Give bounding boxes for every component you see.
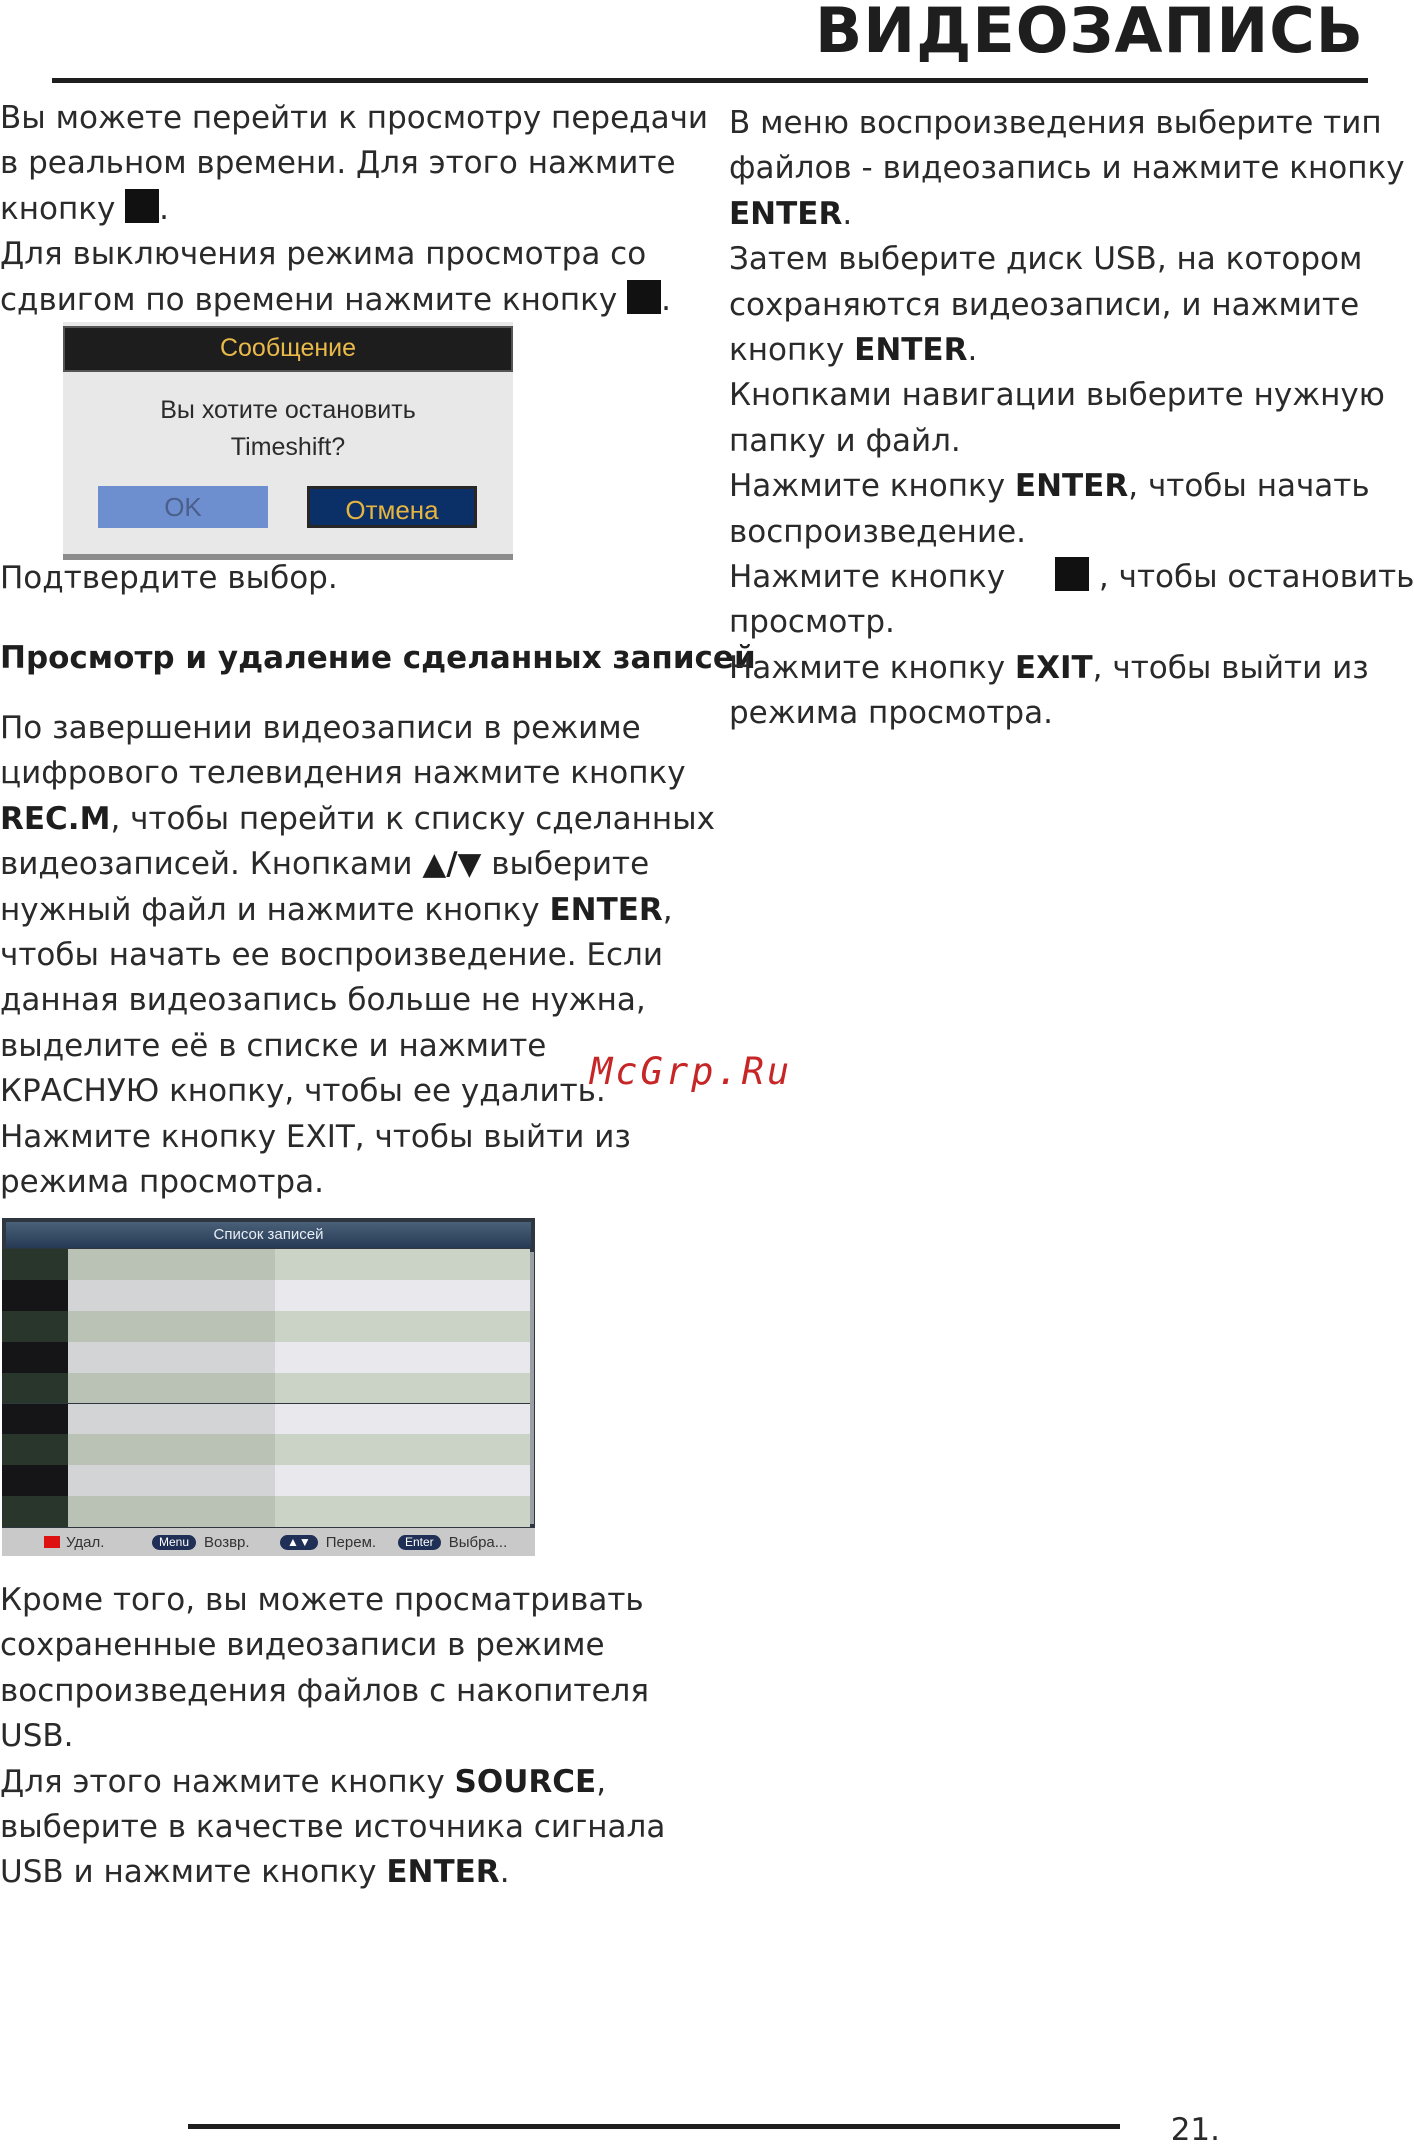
dialog-message-line: Вы хотите остановить — [160, 396, 416, 424]
text-line: выберите в качестве источника сигнала — [0, 1809, 666, 1846]
recordings-scrollbar[interactable] — [530, 1252, 534, 1524]
red-key-icon — [44, 1536, 60, 1548]
text-line: папку и файл. — [729, 422, 961, 459]
stop-button-icon — [1055, 557, 1089, 591]
delete-hint — [44, 1534, 104, 1551]
text-run: Нажмите кнопку — [729, 649, 1015, 686]
text-run: , чтобы остановить — [1089, 559, 1414, 596]
hint-label: Удал. — [66, 1534, 105, 1551]
text-line: режима просмотра. — [0, 1164, 324, 1201]
dialog-title: Сообщение — [63, 326, 513, 372]
page-title: ВИДЕОЗАПИСЬ — [815, 0, 1364, 67]
footer-rule — [188, 2124, 1120, 2129]
text-run: нужный файл и нажмите кнопку — [0, 891, 550, 928]
intro-paragraph — [0, 96, 709, 323]
text-line: чтобы начать ее воспроизведение. Если — [0, 937, 664, 974]
dialog-message — [63, 392, 513, 466]
text-line: в реальном времени. Для этого нажмите — [0, 145, 676, 182]
dialog-ok-button[interactable]: OK — [98, 486, 268, 528]
text-run: , — [596, 1763, 607, 1800]
text-run: видеозаписей. Кнопками — [0, 846, 423, 883]
text-run: USB и нажмите кнопку — [0, 1854, 387, 1891]
key-name: SOURCE — [454, 1763, 597, 1800]
table-row[interactable] — [2, 1496, 530, 1527]
key-name: ENTER — [549, 891, 663, 928]
text-line — [729, 328, 1368, 373]
text-run: . — [967, 332, 978, 369]
timeshift-stop-dialog — [63, 322, 513, 560]
move-hint — [280, 1534, 376, 1551]
text-line: Для выключения режима просмотра со — [0, 236, 647, 273]
key-name: EXIT — [1014, 649, 1093, 686]
confirm-text: Подтвердите выбор. — [0, 560, 338, 596]
recordings-key-hints — [2, 1528, 535, 1556]
text-line — [0, 888, 673, 933]
text-run: , чтобы начать — [1128, 468, 1370, 505]
text-run: . — [842, 195, 853, 232]
key-name: ENTER — [729, 195, 843, 232]
recordings-list-screen — [2, 1218, 535, 1556]
text-line: КРАСНУЮ кнопку, чтобы ее удалить. — [0, 1073, 606, 1110]
watermark: McGrp.Ru — [590, 1050, 793, 1093]
text-line: просмотр. — [729, 604, 895, 641]
text-run: . — [661, 281, 671, 318]
text-line: воспроизведение. — [729, 513, 1027, 550]
text-line: цифрового телевидения нажмите кнопку — [0, 755, 686, 792]
text-line — [729, 555, 1414, 600]
key-name: ENTER — [854, 332, 968, 369]
up-down-arrows-icon: ▲/▼ — [422, 846, 482, 883]
text-run: , чтобы выйти из — [1092, 649, 1369, 686]
recordings-list-title: Список записей — [6, 1222, 531, 1248]
key-name: ENTER — [1014, 468, 1129, 505]
section-heading: Просмотр и удаление сделанных записей — [0, 640, 756, 676]
text-line: воспроизведения файлов с накопителя — [0, 1672, 650, 1709]
select-hint — [398, 1534, 507, 1551]
text-line: файлов - видеозапись и нажмите кнопку — [729, 150, 1405, 187]
text-run: сдвигом по времени нажмите кнопку — [0, 281, 618, 318]
text-line — [729, 192, 1368, 237]
key-name: REC.M — [0, 800, 111, 837]
hint-label: Выбра... — [448, 1534, 508, 1551]
usb-paragraph — [0, 1578, 666, 1896]
dialog-cancel-button[interactable]: Отмена — [307, 486, 477, 528]
playback-paragraph — [729, 101, 1414, 737]
enter-key-icon: Enter — [398, 1535, 441, 1550]
text-run: кнопку — [0, 190, 116, 227]
text-line: Кнопками навигации выберите нужную — [729, 377, 1385, 414]
table-row[interactable] — [2, 1404, 530, 1435]
text-line: По завершении видеозаписи в режиме — [0, 710, 641, 746]
text-run: Нажмите кнопку — [729, 468, 1015, 505]
stop-button-icon — [627, 280, 661, 314]
text-line — [0, 1850, 660, 1895]
text-line — [729, 464, 1368, 509]
text-run: . — [499, 1854, 510, 1891]
text-line — [0, 1760, 660, 1805]
text-line: В меню воспроизведения выберите тип — [729, 105, 1382, 141]
table-row[interactable] — [2, 1465, 530, 1496]
table-row[interactable] — [2, 1280, 530, 1311]
back-hint — [152, 1534, 250, 1551]
text-run: , — [662, 891, 673, 928]
text-line: USB. — [0, 1718, 74, 1755]
text-line — [0, 187, 650, 232]
hint-label: Перем. — [325, 1534, 377, 1551]
text-line — [0, 797, 715, 842]
text-line: Нажмите кнопку EXIT, чтобы выйти из — [0, 1118, 631, 1155]
text-run: Нажмите кнопку — [729, 559, 1006, 596]
text-line: Вы можете перейти к просмотру передачи — [0, 100, 709, 136]
text-line — [0, 842, 660, 887]
text-line: данная видеозапись больше не нужна, — [0, 982, 646, 1019]
menu-key-icon: Menu — [152, 1535, 196, 1550]
text-run: , чтобы перейти к списку сделанных — [110, 800, 715, 837]
title-rule — [52, 78, 1368, 83]
text-run: Для этого нажмите кнопку — [0, 1763, 455, 1800]
text-line — [729, 646, 1368, 691]
recordings-table — [2, 1249, 530, 1527]
text-run: . — [159, 190, 170, 227]
table-row[interactable] — [2, 1373, 530, 1404]
arrow-keys-icon: ▲▼ — [280, 1535, 318, 1550]
dialog-message-line: Timeshift? — [230, 433, 346, 461]
text-line — [0, 278, 671, 323]
key-name: ENTER — [386, 1854, 500, 1891]
table-row[interactable] — [2, 1434, 530, 1465]
text-line: сохраняются видеозаписи, и нажмите — [729, 286, 1360, 323]
text-run: кнопку — [729, 332, 855, 369]
text-line: выделите её в списке и нажмите — [0, 1027, 547, 1064]
text-run: выберите — [481, 846, 650, 883]
text-line: Затем выберите диск USB, на котором — [729, 241, 1363, 278]
hint-label: Возвр. — [204, 1534, 250, 1551]
text-line: режима просмотра. — [729, 695, 1053, 732]
text-line: сохраненные видеозаписи в режиме — [0, 1627, 605, 1664]
table-row[interactable] — [2, 1311, 530, 1342]
table-row[interactable] — [2, 1249, 530, 1280]
stop-button-icon — [125, 189, 159, 223]
page-number: 21. — [1170, 2112, 1220, 2148]
text-line: Кроме того, вы можете просматривать — [0, 1582, 644, 1618]
table-row[interactable] — [2, 1342, 530, 1373]
